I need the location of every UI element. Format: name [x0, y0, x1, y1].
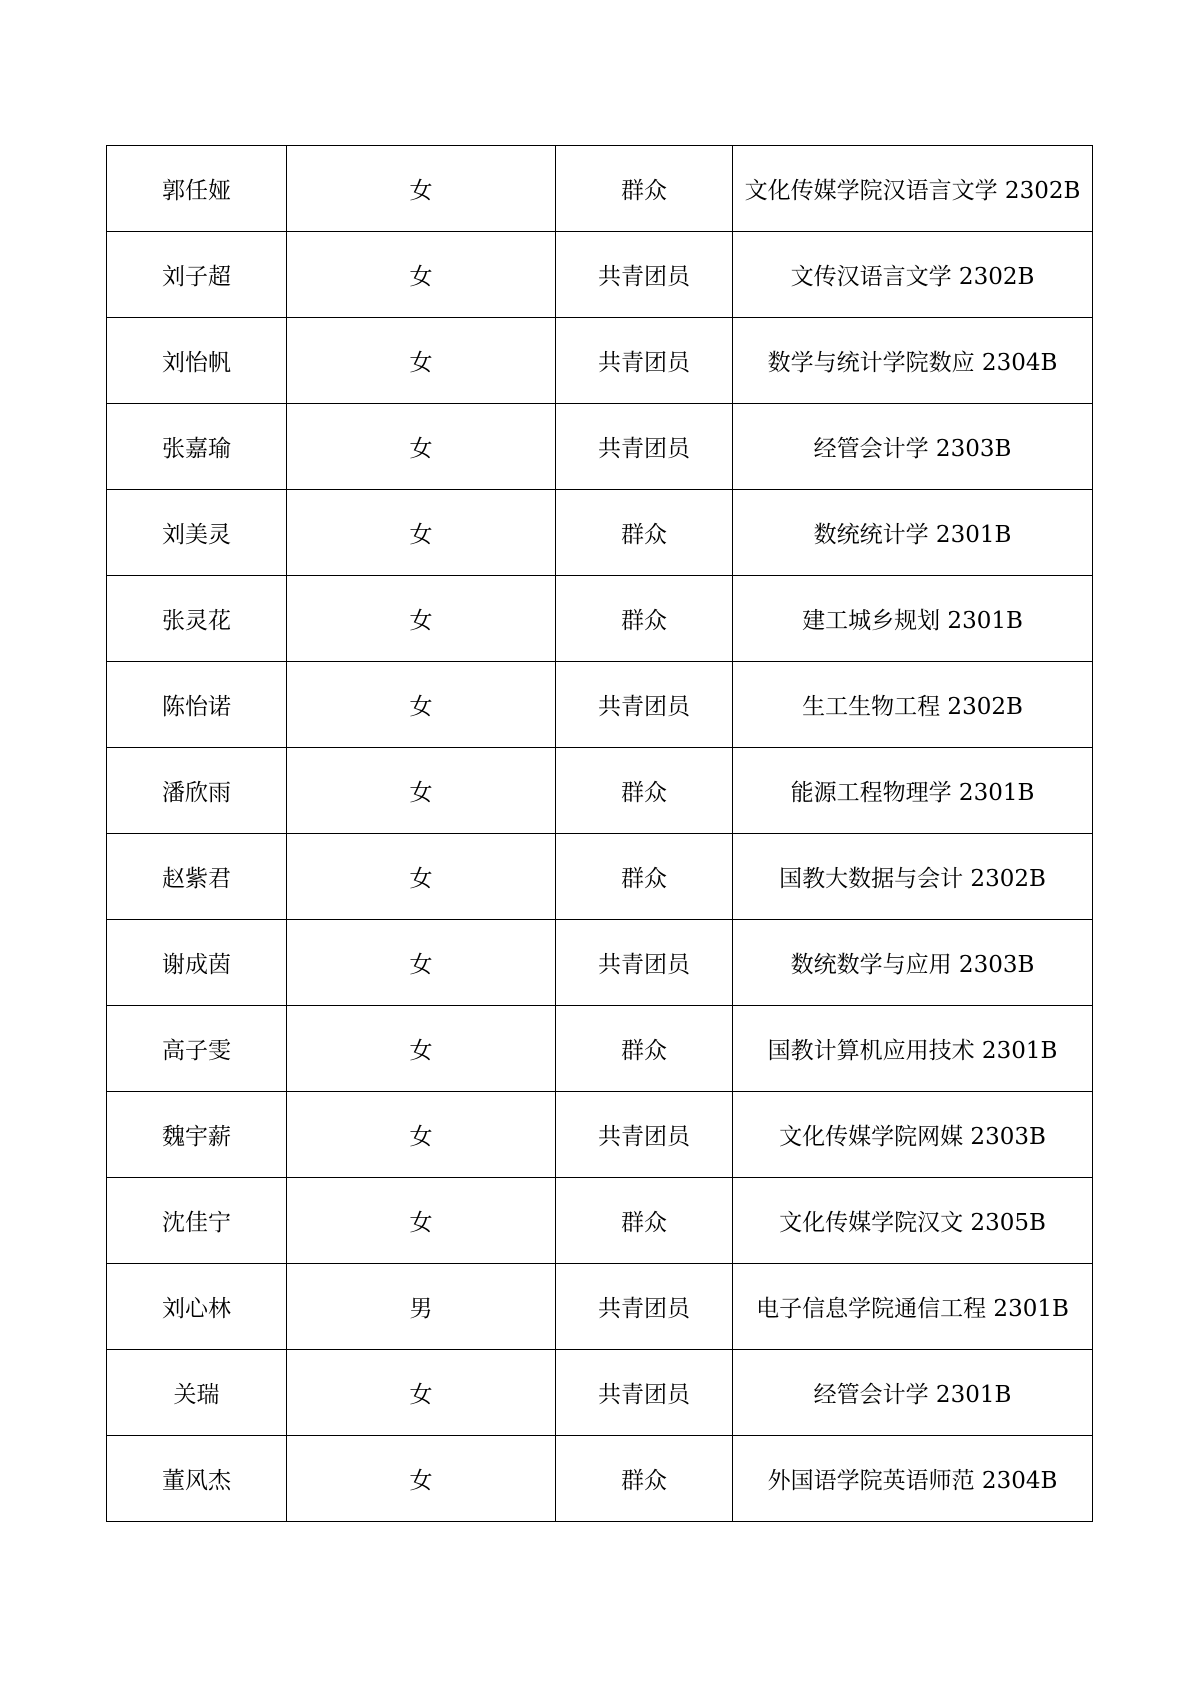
table-row	[107, 1178, 1093, 1264]
gender-cell: 女	[287, 490, 556, 576]
table-row	[107, 146, 1093, 232]
political-status-cell: 群众	[556, 1436, 733, 1522]
roster-body	[107, 146, 1093, 1522]
name-cell: 张灵花	[107, 576, 287, 662]
name-cell: 魏宇薪	[107, 1092, 287, 1178]
class-cell: 数统统计学 2301B	[733, 490, 1093, 576]
name-cell: 刘美灵	[107, 490, 287, 576]
gender-cell: 女	[287, 318, 556, 404]
name-cell: 陈怡诺	[107, 662, 287, 748]
table-row	[107, 1350, 1093, 1436]
gender-cell: 女	[287, 1436, 556, 1522]
gender-cell: 女	[287, 404, 556, 490]
class-cell: 外国语学院英语师范 2304B	[733, 1436, 1093, 1522]
name-cell: 关瑞	[107, 1350, 287, 1436]
name-cell: 张嘉瑜	[107, 404, 287, 490]
political-status-cell: 群众	[556, 1006, 733, 1092]
name-cell: 潘欣雨	[107, 748, 287, 834]
gender-cell: 女	[287, 1006, 556, 1092]
table-row	[107, 404, 1093, 490]
political-status-cell: 共青团员	[556, 318, 733, 404]
political-status-cell: 群众	[556, 1178, 733, 1264]
name-cell: 郭任娅	[107, 146, 287, 232]
table-row	[107, 920, 1093, 1006]
name-cell: 沈佳宁	[107, 1178, 287, 1264]
gender-cell: 女	[287, 748, 556, 834]
table-row	[107, 748, 1093, 834]
class-cell: 经管会计学 2303B	[733, 404, 1093, 490]
political-status-cell: 共青团员	[556, 662, 733, 748]
gender-cell: 女	[287, 576, 556, 662]
class-cell: 电子信息学院通信工程 2301B	[733, 1264, 1093, 1350]
class-cell: 数学与统计学院数应 2304B	[733, 318, 1093, 404]
gender-cell: 女	[287, 1092, 556, 1178]
political-status-cell: 群众	[556, 576, 733, 662]
political-status-cell: 群众	[556, 146, 733, 232]
gender-cell: 男	[287, 1264, 556, 1350]
gender-cell: 女	[287, 662, 556, 748]
table-row	[107, 490, 1093, 576]
table-row	[107, 318, 1093, 404]
name-cell: 赵紫君	[107, 834, 287, 920]
table-row	[107, 834, 1093, 920]
gender-cell: 女	[287, 146, 556, 232]
political-status-cell: 共青团员	[556, 1264, 733, 1350]
class-cell: 能源工程物理学 2301B	[733, 748, 1093, 834]
political-status-cell: 共青团员	[556, 232, 733, 318]
gender-cell: 女	[287, 1350, 556, 1436]
gender-cell: 女	[287, 834, 556, 920]
table-row	[107, 662, 1093, 748]
class-cell: 文化传媒学院汉语言文学 2302B	[733, 146, 1093, 232]
gender-cell: 女	[287, 1178, 556, 1264]
class-cell: 国教计算机应用技术 2301B	[733, 1006, 1093, 1092]
political-status-cell: 共青团员	[556, 920, 733, 1006]
table-row	[107, 1006, 1093, 1092]
political-status-cell: 群众	[556, 834, 733, 920]
political-status-cell: 群众	[556, 748, 733, 834]
name-cell: 董风杰	[107, 1436, 287, 1522]
class-cell: 数统数学与应用 2303B	[733, 920, 1093, 1006]
name-cell: 刘怡帆	[107, 318, 287, 404]
gender-cell: 女	[287, 232, 556, 318]
class-cell: 国教大数据与会计 2302B	[733, 834, 1093, 920]
class-cell: 文传汉语言文学 2302B	[733, 232, 1093, 318]
student-roster-table	[106, 145, 1093, 1522]
name-cell: 刘心林	[107, 1264, 287, 1350]
table-row	[107, 1264, 1093, 1350]
political-status-cell: 共青团员	[556, 1350, 733, 1436]
name-cell: 谢成茵	[107, 920, 287, 1006]
class-cell: 经管会计学 2301B	[733, 1350, 1093, 1436]
table-row	[107, 576, 1093, 662]
name-cell: 高子雯	[107, 1006, 287, 1092]
table-row	[107, 1436, 1093, 1522]
table-row	[107, 1092, 1093, 1178]
political-status-cell: 群众	[556, 490, 733, 576]
class-cell: 文化传媒学院网媒 2303B	[733, 1092, 1093, 1178]
name-cell: 刘子超	[107, 232, 287, 318]
gender-cell: 女	[287, 920, 556, 1006]
class-cell: 生工生物工程 2302B	[733, 662, 1093, 748]
political-status-cell: 共青团员	[556, 1092, 733, 1178]
class-cell: 建工城乡规划 2301B	[733, 576, 1093, 662]
table-row	[107, 232, 1093, 318]
class-cell: 文化传媒学院汉文 2305B	[733, 1178, 1093, 1264]
political-status-cell: 共青团员	[556, 404, 733, 490]
